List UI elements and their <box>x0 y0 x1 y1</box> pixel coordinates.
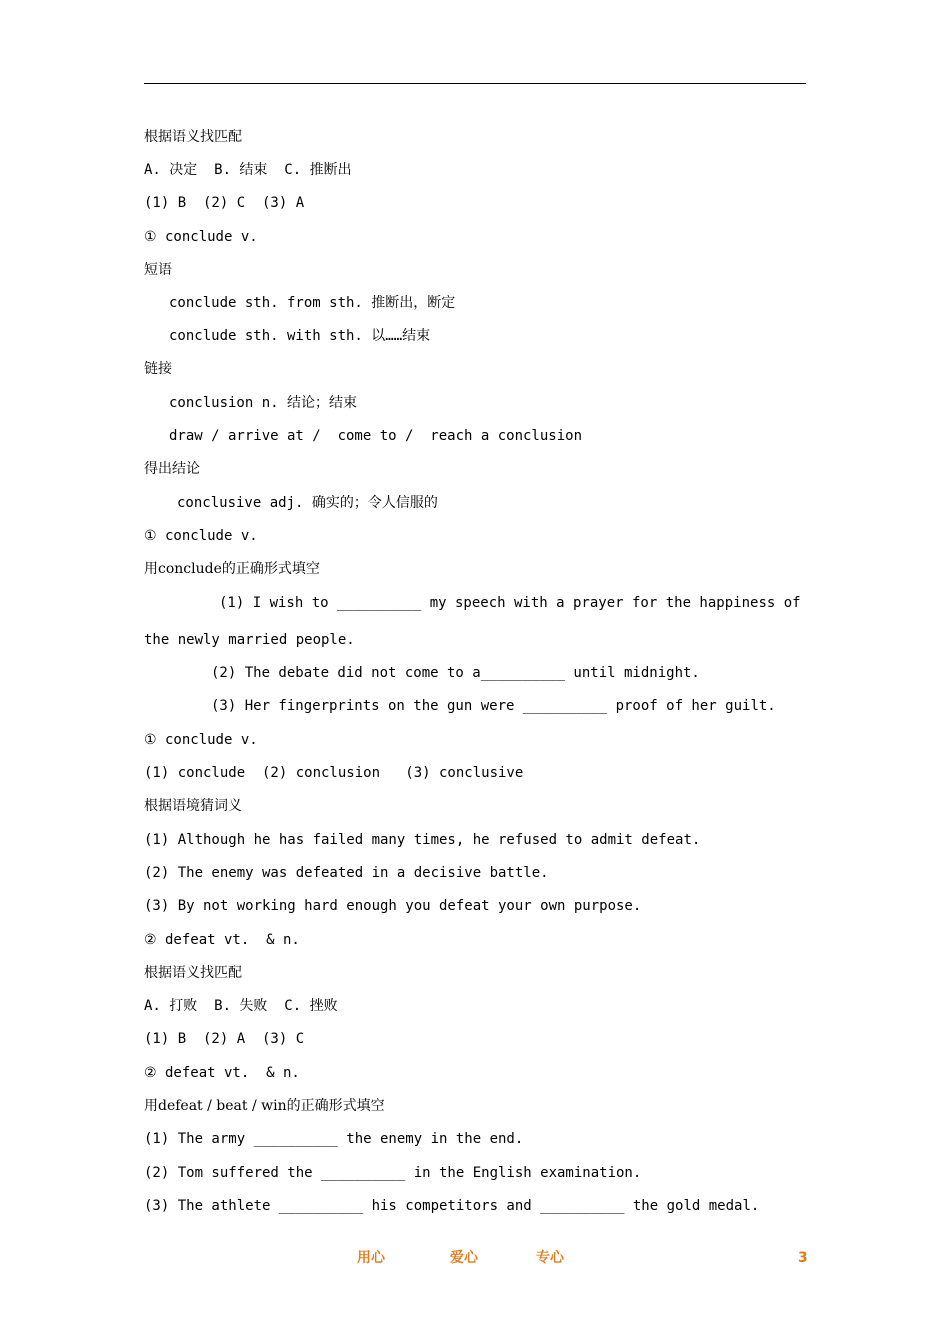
exercise-heading-conclude: 用conclude的正确形式填空 <box>144 561 320 577</box>
exercise-heading-defeat: 用defeat / beat / win的正确形式填空 <box>144 1098 385 1114</box>
exercise-line: (3) Her fingerprints on the gun were __________ proof of her guilt. <box>211 698 776 714</box>
exercise-line: (1) I wish to __________ my speech with a prayer for the happiness of <box>219 595 801 611</box>
example-sentence: (2) The enemy was defeated in a decisive battle. <box>144 865 549 881</box>
vocab-entry-conclude: ① conclude v. <box>144 229 258 245</box>
exercise-line: (1) The army __________ the enemy in the end. <box>144 1131 524 1147</box>
options-line: A. 打败 B. 失败 C. 挫败 <box>144 998 338 1014</box>
example-sentence: (3) By not working hard enough you defeat your own purpose. <box>144 898 642 914</box>
vocab-entry-defeat: ② defeat vt. & n. <box>144 932 300 948</box>
footer-text-right: 专心 <box>536 1250 564 1266</box>
link-line: conclusion n. 结论；结束 <box>169 395 358 411</box>
vocab-entry-conclude: ① conclude v. <box>144 732 258 748</box>
exercise-line-continued: the newly married people. <box>144 632 355 648</box>
section-heading-match-meaning: 根据语义找匹配 <box>144 965 242 981</box>
phrase-line: conclude sth. from sth. 推断出，断定 <box>169 295 456 311</box>
answer-line: (1) B (2) C (3) A <box>144 195 305 211</box>
footer-text-middle: 爱心 <box>450 1250 478 1266</box>
link-meaning-line: 得出结论 <box>144 461 200 477</box>
exercise-line: (2) The debate did not come to a__________ until midnight. <box>211 665 700 681</box>
page-number: 3 <box>798 1250 808 1266</box>
phrases-heading: 短语 <box>144 262 172 278</box>
header-rule <box>144 83 806 84</box>
options-line: A. 决定 B. 结束 C. 推断出 <box>144 162 352 178</box>
phrase-line: conclude sth. with sth. 以……结束 <box>169 328 431 344</box>
answer-line: (1) conclude (2) conclusion (3) conclusive <box>144 765 524 781</box>
section-heading-match-meaning: 根据语义找匹配 <box>144 129 242 145</box>
exercise-line: (2) Tom suffered the __________ in the English examination. <box>144 1165 642 1181</box>
vocab-entry-defeat: ② defeat vt. & n. <box>144 1065 300 1081</box>
section-heading-guess-meaning: 根据语境猜词义 <box>144 798 242 814</box>
example-sentence: (1) Although he has failed many times, he refused to admit defeat. <box>144 832 701 848</box>
vocab-entry-conclude: ① conclude v. <box>144 528 258 544</box>
links-heading: 链接 <box>144 361 172 377</box>
answer-line: (1) B (2) A (3) C <box>144 1031 305 1047</box>
link-line: conclusive adj. 确实的；令人信服的 <box>177 495 438 511</box>
link-line: draw / arrive at / come to / reach a conclusion <box>169 428 583 444</box>
exercise-line: (3) The athlete __________ his competitors and __________ the gold medal. <box>144 1198 760 1214</box>
footer-text-left: 用心 <box>357 1250 385 1266</box>
